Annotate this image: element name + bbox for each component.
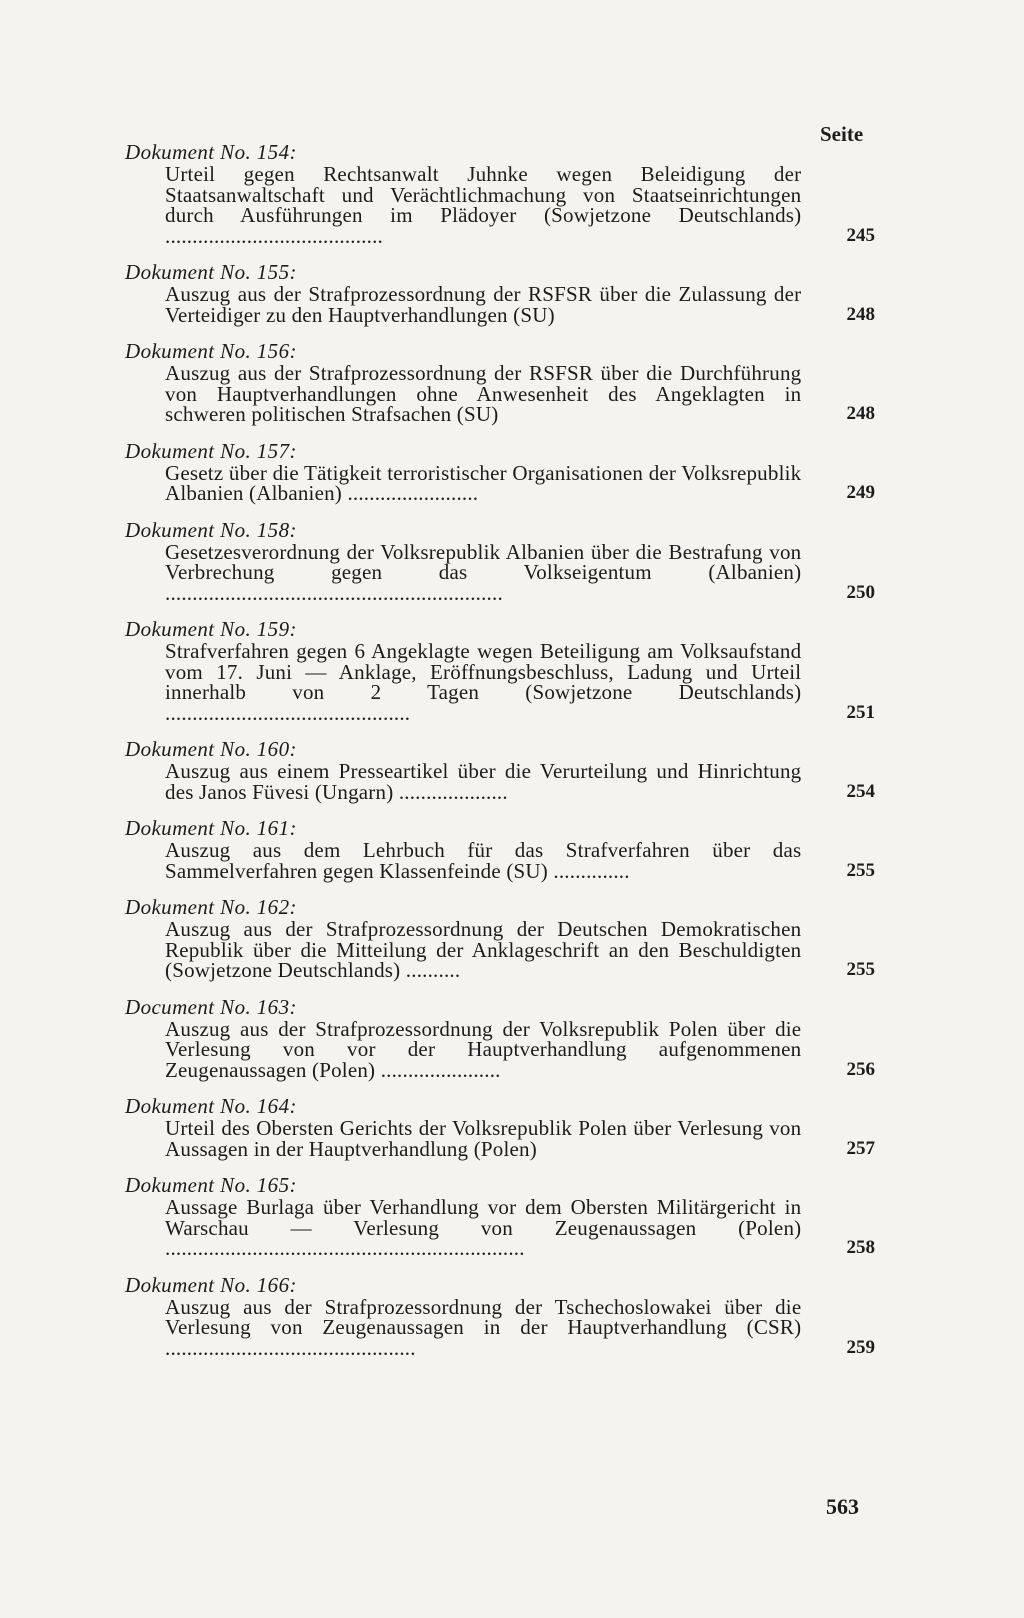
entry-page-number: 255 bbox=[846, 959, 875, 980]
toc-entry bbox=[115, 895, 875, 981]
entry-page-number: 258 bbox=[846, 1237, 875, 1258]
toc-entry bbox=[115, 1273, 875, 1359]
toc-entry bbox=[115, 995, 875, 1081]
page-number: 563 bbox=[826, 1494, 859, 1519]
entry-body bbox=[165, 539, 875, 605]
entry-label: Dokument No. 159: bbox=[125, 617, 297, 641]
entry-body bbox=[165, 641, 875, 723]
entry-page-number: 257 bbox=[846, 1137, 875, 1159]
toc-entry bbox=[115, 816, 875, 881]
entry-body bbox=[165, 164, 875, 246]
entry-body bbox=[165, 1197, 875, 1259]
entry-page-number: 251 bbox=[846, 701, 875, 723]
toc-entry bbox=[115, 439, 875, 504]
entry-page-number: 249 bbox=[846, 482, 875, 503]
entry-text: Auszug aus der Strafprozessordnung der RSFSR über die Durchführung von Hauptverhandlungen ohne Anwesenheit des Angeklagten in schweren politischen Strafsachen (SU) bbox=[165, 361, 802, 426]
entry-label: Dokument No. 162: bbox=[125, 895, 297, 919]
toc-entry bbox=[115, 1094, 875, 1159]
entry-label: Dokument No. 160: bbox=[125, 737, 297, 761]
entry-text: Urteil des Obersten Gerichts der Volksrepublik Polen über Verlesung von Aussagen in der Hauptverhandlung (Polen) bbox=[165, 1116, 802, 1161]
entry-page-number: 248 bbox=[846, 403, 875, 424]
entry-page-number: 256 bbox=[846, 1058, 875, 1080]
entry-page-number: 245 bbox=[846, 224, 875, 246]
entry-body bbox=[165, 1118, 875, 1159]
entry-label: Dokument No. 158: bbox=[125, 517, 297, 542]
entry-text: Auszug aus einem Presseartikel über die Verurteilung und Hinrichtung des Janos Füvesi (Ungarn) .................... bbox=[165, 759, 802, 804]
entry-label: Dokument No. 155: bbox=[125, 260, 297, 284]
entry-text: Strafverfahren gegen 6 Angeklagte wegen Beteiligung am Volksaufstand vom 17. Juni — Anklage, Eröffnungsbeschluss, Ladung und Urteil innerhalb von 2 Tagen (Sowjetzone Deutschlands) ............................................. bbox=[165, 639, 802, 725]
toc-entry bbox=[115, 617, 875, 723]
toc-entry bbox=[115, 339, 875, 425]
entry-page-number: 259 bbox=[846, 1336, 875, 1358]
entry-body bbox=[165, 363, 875, 425]
entry-label: Dokument No. 165: bbox=[125, 1173, 297, 1197]
entry-label: Document No. 163: bbox=[125, 994, 297, 1019]
toc-entry bbox=[115, 1173, 875, 1259]
entry-page-number: 248 bbox=[846, 303, 875, 325]
entry-body bbox=[165, 460, 875, 505]
entry-label: Dokument No. 161: bbox=[125, 816, 297, 840]
entry-label: Dokument No. 164: bbox=[125, 1094, 297, 1118]
toc-entry bbox=[115, 518, 875, 604]
entry-label: Dokument No. 157: bbox=[125, 438, 297, 463]
entry-body bbox=[165, 284, 875, 325]
entry-page-number: 255 bbox=[846, 859, 875, 881]
entry-body bbox=[165, 761, 875, 802]
entry-text: Urteil gegen Rechtsanwalt Juhnke wegen Beleidigung der Staatsanwaltschaft und Verächtlichmachung von Staatseinrichtungen durch Ausführungen im Plädoyer (Sowjetzone Deutschlands) ........................................ bbox=[165, 162, 802, 248]
entry-body bbox=[165, 1016, 875, 1082]
entry-label: Dokument No. 156: bbox=[125, 339, 297, 363]
entry-label: Dokument No. 154: bbox=[125, 140, 297, 164]
entry-body bbox=[165, 919, 875, 981]
toc-entries bbox=[115, 140, 875, 1372]
entry-body bbox=[165, 1294, 875, 1360]
toc-entry bbox=[115, 260, 875, 325]
entry-text: Aussage Burlaga über Verhandlung vor dem Obersten Militärgericht in Warschau — Verlesung von Zeugenaussagen (Polen) .................................................................. bbox=[165, 1195, 802, 1260]
entry-text: Auszug aus dem Lehrbuch für das Strafverfahren über das Sammelverfahren gegen Klassenfeinde (SU) .............. bbox=[165, 838, 802, 883]
entry-text: Gesetzesverordnung der Volksrepublik Albanien über die Bestrafung von Verbrechung gegen das Volkseigentum (Albanien) .............................................................. bbox=[165, 539, 802, 605]
entry-text: Auszug aus der Strafprozessordnung der Volksrepublik Polen über die Verlesung von vor der Hauptverhandlung aufgenommenen Zeugenaussagen (Polen) ...................... bbox=[165, 1016, 802, 1082]
entry-page-number: 250 bbox=[846, 581, 875, 603]
seite-column-header: Seite bbox=[820, 122, 864, 146]
entry-text: Auszug aus der Strafprozessordnung der RSFSR über die Zulassung der Verteidiger zu den Hauptverhandlungen (SU) bbox=[165, 282, 802, 327]
entry-page-number: 254 bbox=[846, 780, 875, 802]
toc-entry bbox=[115, 737, 875, 802]
entry-text: Gesetz über die Tätigkeit terroristischer Organisationen der Volksrepublik Albanien (Albanien) ........................ bbox=[165, 460, 802, 505]
toc-entry bbox=[115, 140, 875, 246]
entry-text: Auszug aus der Strafprozessordnung der Tschechoslowakei über die Verlesung von Zeugenaussagen in der Hauptverhandlung (CSR) .............................................. bbox=[165, 1294, 802, 1360]
entry-text: Auszug aus der Strafprozessordnung der Deutschen Demokratischen Republik über die Mitteilung der Anklageschrift an den Beschuldigten (Sowjetzone Deutschlands) .......... bbox=[165, 917, 802, 982]
entry-body bbox=[165, 840, 875, 881]
entry-label: Dokument No. 166: bbox=[125, 1272, 297, 1297]
